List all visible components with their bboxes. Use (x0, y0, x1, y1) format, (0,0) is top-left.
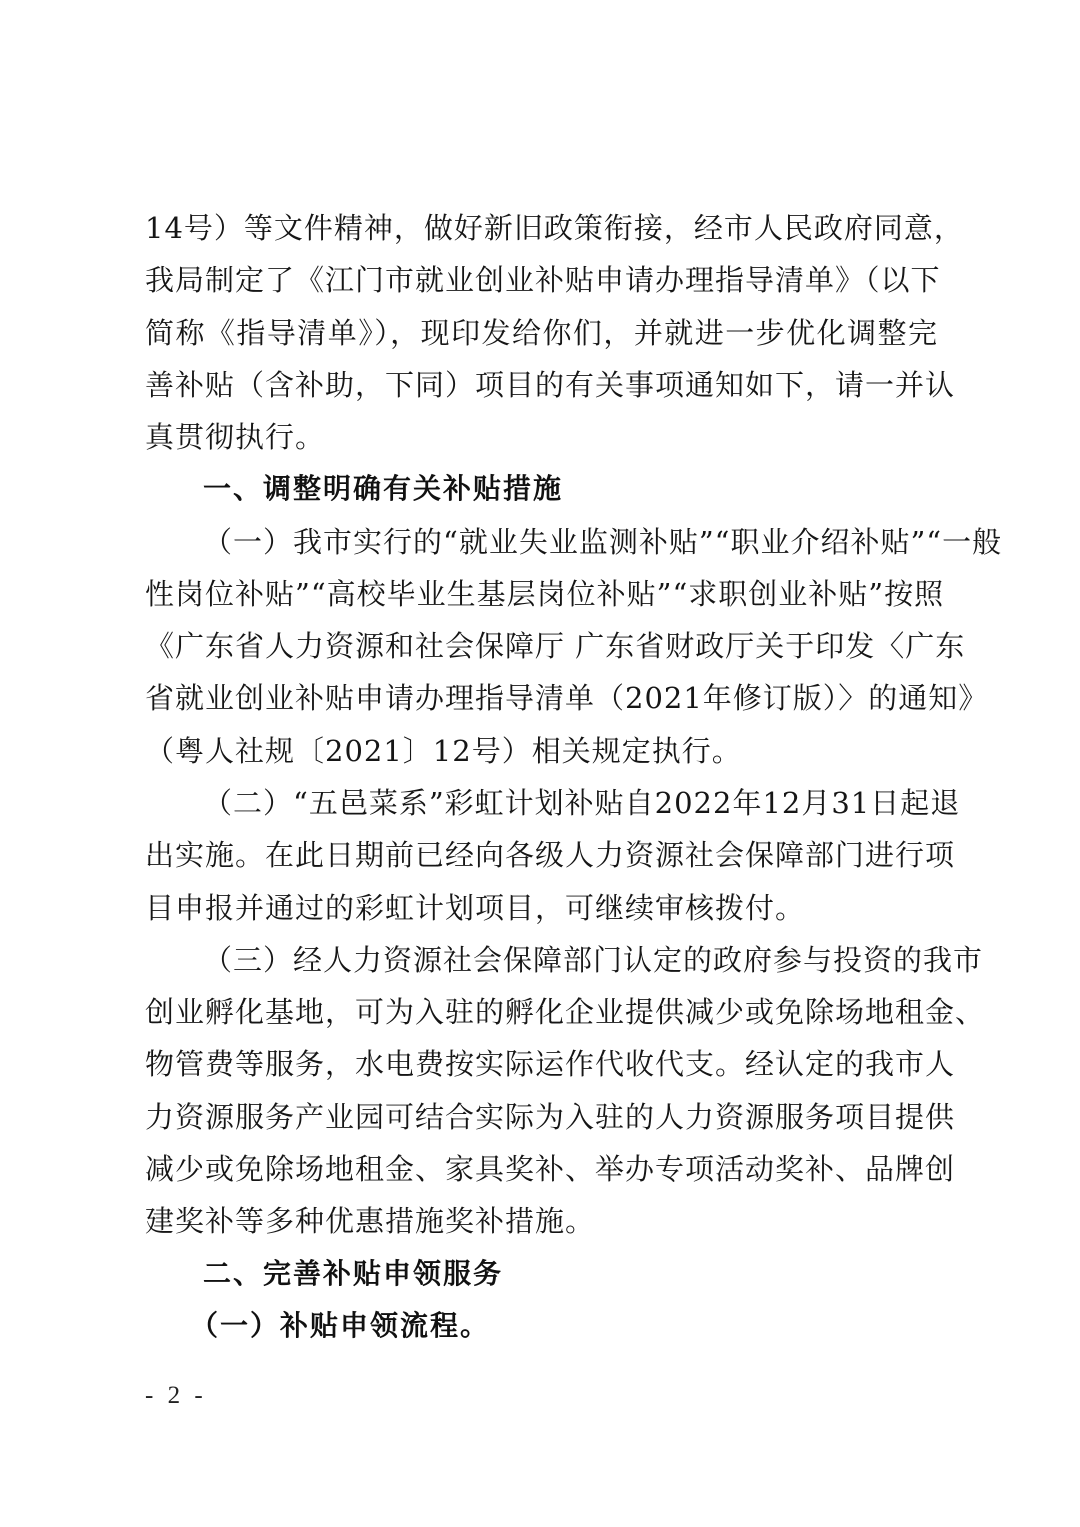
section-heading-2: 二、完善补贴申领服务 (203, 1257, 504, 1290)
body-line: 性岗位补贴”“高校毕业生基层岗位补贴”“求职创业补贴”按照 (145, 577, 945, 611)
body-line: 减少或免除场地租金、家具奖补、举办专项活动奖补、品牌创 (145, 1152, 956, 1186)
section-heading-1: 一、调整明确有关补贴措施 (203, 472, 564, 505)
body-line: （粤人社规〔2021〕12号）相关规定执行。 (145, 734, 742, 768)
body-line: 善补贴（含补助，下同）项目的有关事项通知如下，请一并认 (145, 368, 956, 402)
body-line: 创业孵化基地，可为入驻的孵化企业提供减少或免除场地租金、 (145, 995, 986, 1029)
paragraph-3-line: （三）经人力资源社会保障部门认定的政府参与投资的我市 (203, 943, 984, 977)
body-line: 出实施。在此日期前已经向各级人力资源社会保障部门进行项 (145, 838, 956, 872)
body-line: 简称《指导清单》），现印发给你们，并就进一步优化调整完 (145, 316, 938, 350)
body-line: 《广东省人力资源和社会保障厅 广东省财政厅关于印发〈广东 (145, 629, 966, 663)
body-line: 14号）等文件精神，做好新旧政策衔接，经市人民政府同意， (145, 211, 964, 245)
body-line: 目申报并通过的彩虹计划项目，可继续审核拨付。 (145, 891, 806, 925)
body-line: 省就业创业补贴申请办理指导清单（2021年修订版）〉的通知》 (145, 681, 989, 715)
body-line: 真贯彻执行。 (145, 420, 326, 454)
body-line: 建奖补等多种优惠措施奖补措施。 (145, 1204, 596, 1238)
body-line: 力资源服务产业园可结合实际为入驻的人力资源服务项目提供 (145, 1100, 956, 1134)
page-number: - 2 - (145, 1382, 207, 1409)
subsection-heading: （一）补贴申领流程。 (190, 1309, 491, 1342)
paragraph-2-line: （二）“五邑菜系”彩虹计划补贴自2022年12月31日起退 (203, 786, 961, 820)
paragraph-1-line: （一）我市实行的“就业失业监测补贴”“职业介绍补贴”“一般 (203, 525, 1003, 559)
body-line: 物管费等服务，水电费按实际运作代收代支。经认定的我市人 (145, 1047, 956, 1081)
body-line: 我局制定了《江门市就业创业补贴申请办理指导清单》（以下 (145, 263, 941, 297)
